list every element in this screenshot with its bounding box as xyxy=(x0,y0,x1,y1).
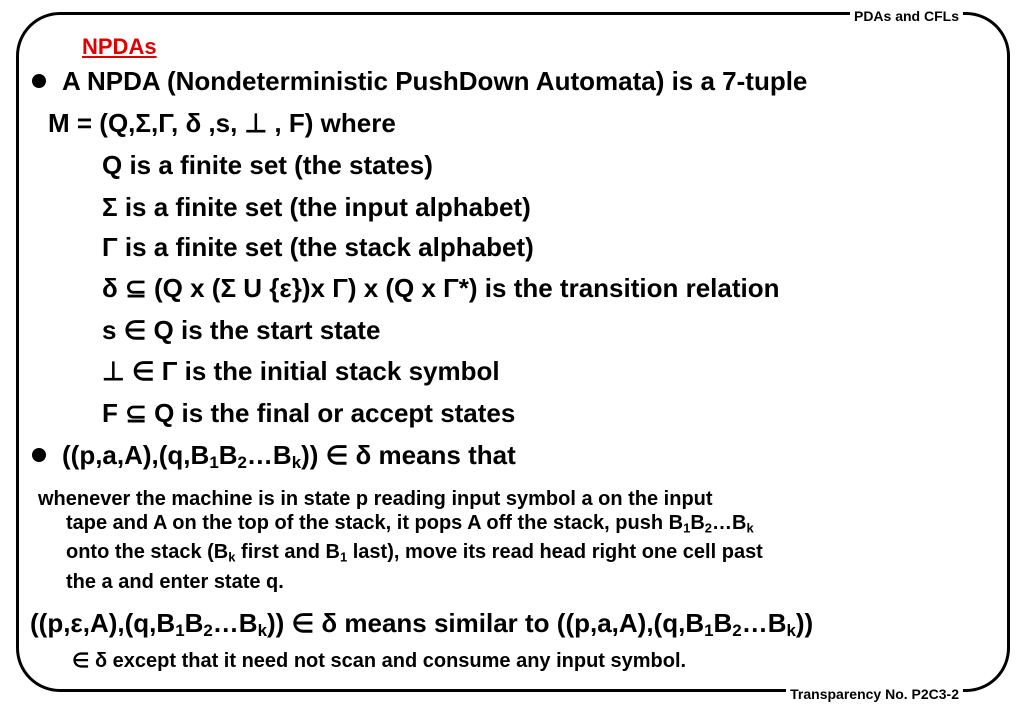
epsilon-explanation: ∈ δ except that it need not scan and consume any input symbol. xyxy=(72,650,687,672)
bullet-icon xyxy=(32,448,46,462)
bullet-line-2: $((p,a,A),(q,B_1B_2\dots B_k))$ ∈ δ means that xyxy=(32,440,516,473)
list-item: Γ is a finite set (the stack alphabet) xyxy=(102,232,534,262)
footer-label: Transparency No. P2C3-2 xyxy=(786,686,963,702)
header-title: PDAs and CFLs xyxy=(850,8,963,24)
list-item: Q is a finite set (the states) xyxy=(102,150,433,180)
list-item: δ ⊆ (Q x (Σ U {ε})x Γ) x (Q x Γ*) is the transition relation xyxy=(102,273,780,303)
list-item: s ∈ Q is the start state xyxy=(102,315,381,345)
slide-title: NPDAs xyxy=(82,34,157,59)
tuple-definition: M = (Q,Σ,Γ, δ ,s, ⊥ , F) where xyxy=(48,108,396,138)
list-item: F ⊆ Q is the final or accept states xyxy=(102,398,516,428)
list-item: ⊥ ∈ Γ is the initial stack symbol xyxy=(102,356,500,386)
bullet-line-1: A NPDA (Nondeterministic PushDown Automata) is a 7-tuple xyxy=(32,66,807,97)
epsilon-transition-line: $((p,\varepsilon,A),(q,B_1B_2\dots B_k))$ ∈ δ means similar to $((p,a,A),(q,B_1B_2\dots B_k))$ xyxy=(30,608,814,641)
bullet-icon xyxy=(32,74,46,88)
list-item: Σ is a finite set (the input alphabet) xyxy=(102,192,531,222)
explanation-paragraph: whenever the machine is in state p reading input symbol a on the input tape and A on the top of the stack, it pops A off the stack, push $B_1B_2\dots B_k$ onto the stack ($B_k$ first and $B_1$ last), move its read head right one cell past the a and enter state q. xyxy=(38,488,763,593)
